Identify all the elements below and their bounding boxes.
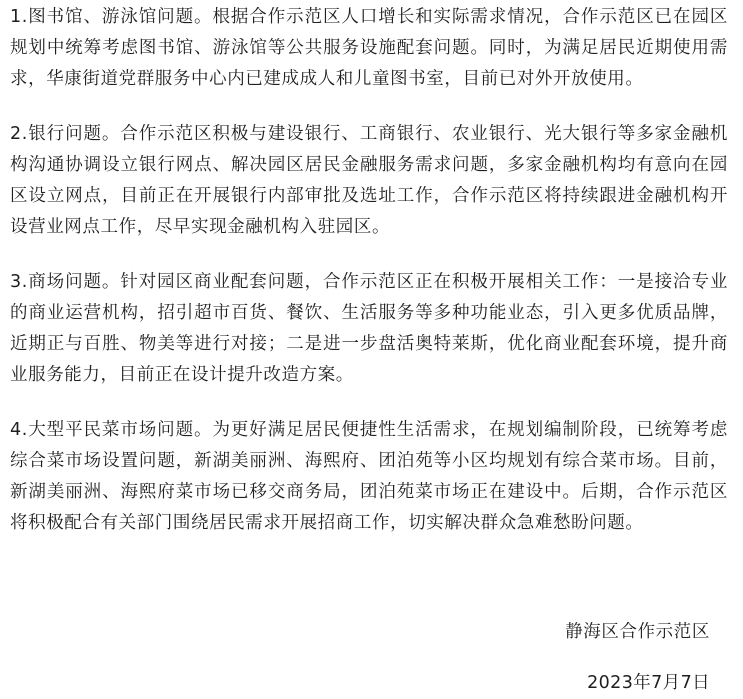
paragraph-mall: 3.商场问题。针对园区商业配套问题，合作示范区正在积极开展相关工作：一是接洽专业的商业运营机构，招引超市百货、餐饮、生活服务等多种功能业态，引入更多优质品牌，近期正与百胜、物美等进行对接；二是进一步盘活奥特莱斯，优化商业配套环境，提升商业服务能力，目前正在设计提升改造方案。: [10, 272, 728, 385]
date: 2023年7月7日: [587, 673, 710, 693]
document-body: [10, 2, 728, 563]
paragraph-market: 4.大型平民菜市场问题。为更好满足居民便捷性生活需求，在规划编制阶段，已统筹考虑综合菜市场设置问题，新湖美丽洲、海熙府、团泊苑等小区均规划有综合菜市场。目前，新湖美丽洲、海熙府菜市场已移交商务局，团泊苑菜市场正在建设中。后期，合作示范区将积极配合有关部门围绕居民需求开展招商工作，切实解决群众急难愁盼问题。: [10, 420, 728, 533]
paragraph-library-pool: 1.图书馆、游泳馆问题。根据合作示范区人口增长和实际需求情况，合作示范区已在园区规划中统筹考虑图书馆、游泳馆等公共服务设施配套问题。同时，为满足居民近期使用需求，华康街道党群服务中心内已建成成人和儿童图书室，目前已对外开放使用。: [10, 7, 728, 89]
paragraph-bank: 2.银行问题。合作示范区积极与建设银行、工商银行、农业银行、光大银行等多家金融机构沟通协调设立银行网点、解决园区居民金融服务需求问题，多家金融机构均有意向在园区设立网点，目前正在开展银行内部审批及选址工作，合作示范区将持续跟进金融机构开设营业网点工作，尽早实现金融机构入驻园区。: [10, 124, 728, 237]
signature: 静海区合作示范区: [565, 622, 710, 642]
